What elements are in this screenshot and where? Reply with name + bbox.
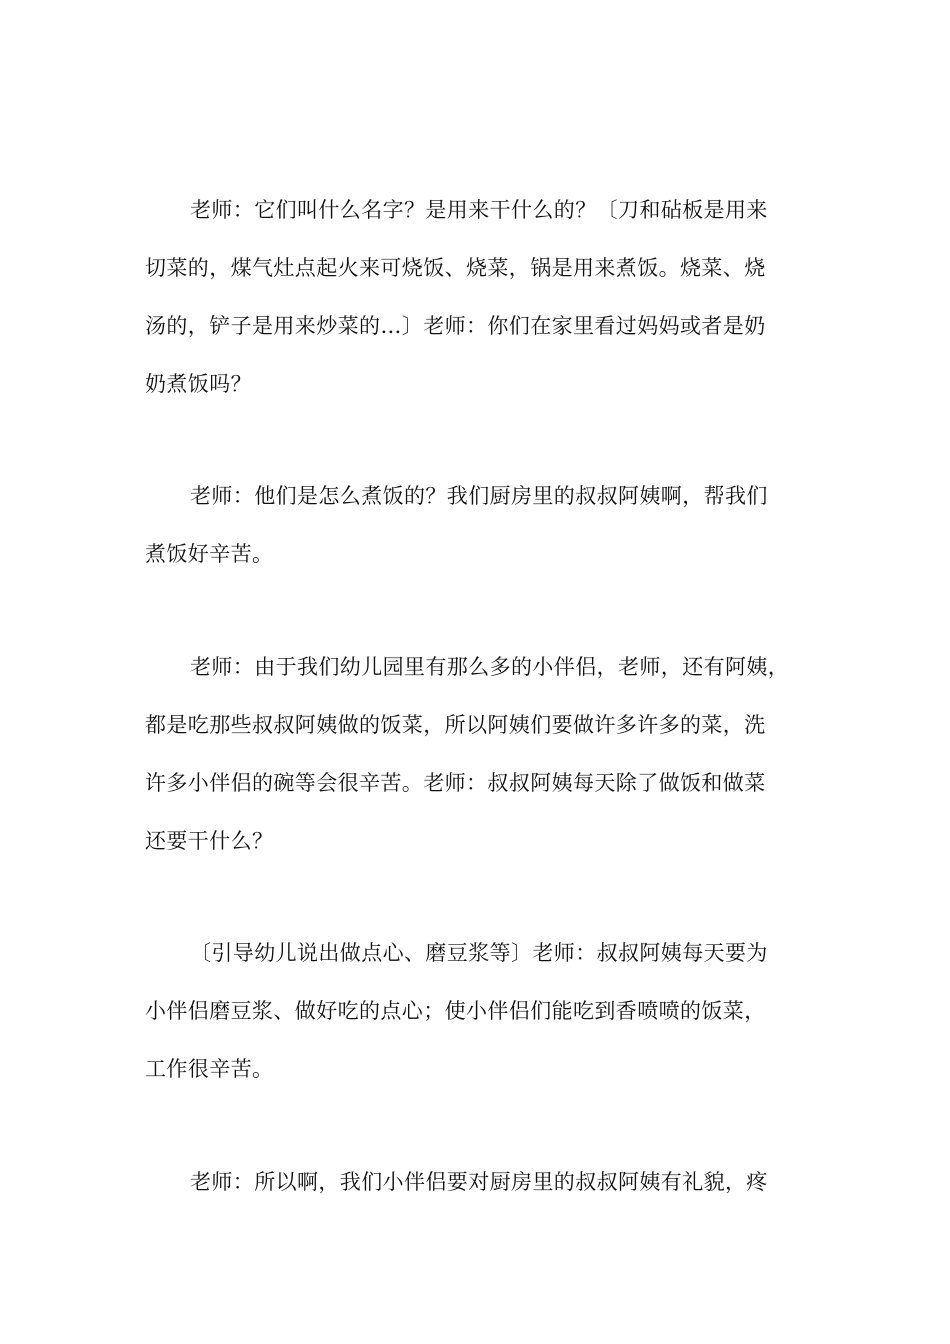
paragraph-line: 工作很辛苦。 [145, 1057, 274, 1081]
paragraph-line: 切菜的，煤气灶点起火来可烧饭、烧菜，锅是用来煮饭。烧菜、烧 [145, 256, 766, 280]
paragraph-line: 还要干什么？ [145, 829, 274, 853]
paragraph-line: 汤的，铲子是用来炒菜的…〕老师：你们在家里看过妈妈或者是奶 [145, 314, 766, 338]
paragraph-line: 都是吃那些叔叔阿姨做的饭菜，所以阿姨们要做许多许多的菜，洗 [145, 713, 766, 737]
paragraph-line: 老师：它们叫什么名字？是用来干什么的？〔刀和砧板是用来 [190, 198, 768, 222]
paragraph-line: 奶煮饭吗？ [145, 372, 252, 396]
paragraph-line: 老师：由于我们幼儿园里有那么多的小伴侣，老师，还有阿姨， [190, 655, 790, 679]
paragraph-line: 小伴侣磨豆浆、做好吃的点心；使小伴侣们能吃到香喷喷的饭菜， [145, 999, 766, 1023]
paragraph-line: 老师：他们是怎么煮饭的？我们厨房里的叔叔阿姨啊，帮我们 [190, 484, 768, 508]
paragraph-line: 〔引导幼儿说出做点心、磨豆浆等〕老师：叔叔阿姨每天要为 [190, 941, 768, 965]
paragraph-line: 煮饭好辛苦。 [145, 542, 274, 566]
paragraph-line: 老师：所以啊，我们小伴侣要对厨房里的叔叔阿姨有礼貌，疼 [190, 1170, 768, 1194]
paragraph-line: 许多小伴侣的碗等会很辛苦。老师：叔叔阿姨每天除了做饭和做菜 [145, 771, 766, 795]
